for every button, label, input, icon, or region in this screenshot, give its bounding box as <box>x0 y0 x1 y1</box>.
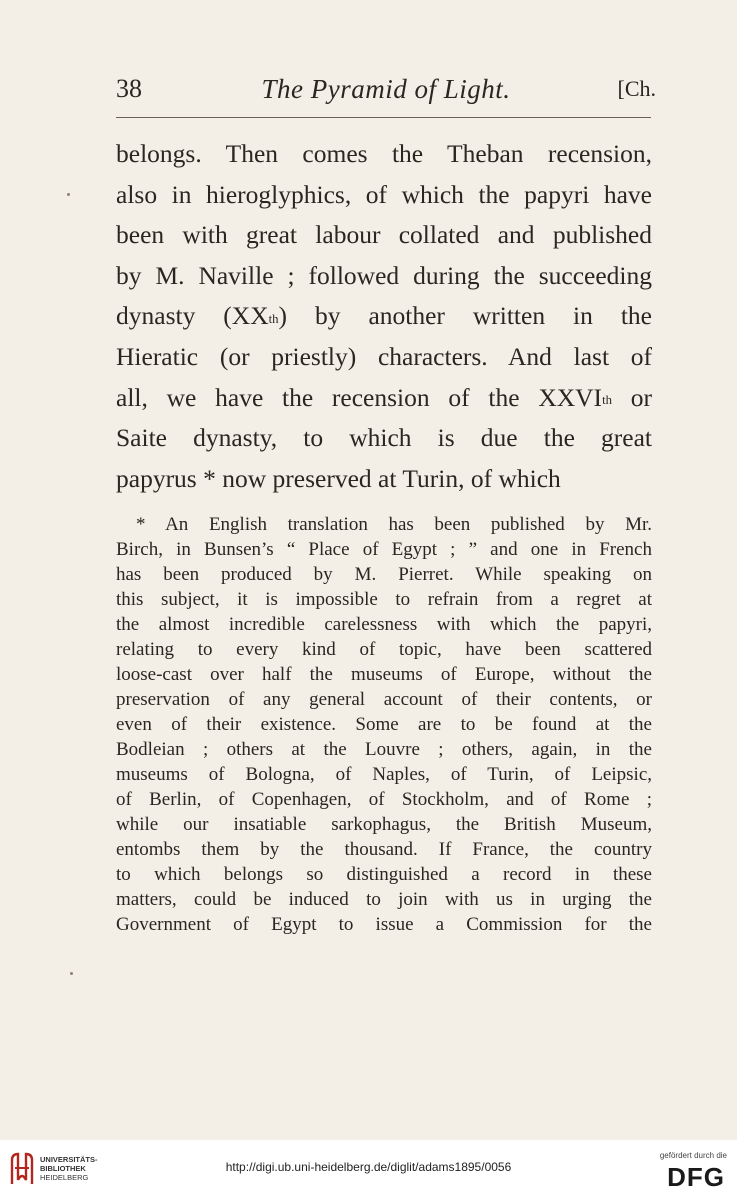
footnote-line: entombs them by the thousand. If France, the country <box>116 839 652 860</box>
footnote-line: this subject, it is impossible to refrain from a regret at <box>116 589 652 610</box>
library-name-line: BIBLIOTHEK <box>40 1164 86 1173</box>
footnote-line: even of their existence. Some are to be found at the <box>116 714 652 735</box>
body-line: also in hieroglyphics, of which the papyri have <box>116 179 652 209</box>
footnote-line: has been produced by M. Pierret. While speaking on <box>116 564 652 585</box>
footnote-line: Bodleian ; others at the Louvre ; others, again, in the <box>116 739 652 760</box>
ordinal-superscript: th <box>268 311 279 326</box>
body-line: papyrus * now preserved at Turin, of which <box>116 463 561 493</box>
footnote-line: of Berlin, of Copenhagen, of Stockholm, and of Rome ; <box>116 789 652 810</box>
footnote-line: to which belongs so distinguished a record in these <box>116 864 652 885</box>
header-rule <box>116 117 651 118</box>
body-line <box>116 296 652 337</box>
library-name-line: UNIVERSITÄTS- <box>40 1155 98 1164</box>
footnote-line: * An English translation has been published by Mr. <box>136 514 652 535</box>
body-line: by M. Naville ; followed during the succeeding <box>116 260 652 290</box>
library-name-line: HEIDELBERG <box>40 1173 89 1182</box>
running-title: The Pyramid of Light. <box>261 74 511 104</box>
dfg-logo: DFG <box>667 1162 725 1192</box>
footnote-line: Birch, in Bunsen’s “ Place of Egypt ; ” and one in French <box>116 539 652 560</box>
margin-speck <box>67 193 70 196</box>
footnote-line: museums of Bologna, of Naples, of Turin, of Leipsic, <box>116 764 652 785</box>
ordinal-superscript: th <box>602 393 612 408</box>
body-line-part: all, we have the recension of the XXVI <box>116 382 603 412</box>
footnote <box>116 512 652 937</box>
footnote-line: loose-cast over half the museums of Europe, without the <box>116 664 652 685</box>
footnote-line: while our insatiable sarkophagus, the British Museum, <box>116 814 652 835</box>
body-line-part: dynasty (XX <box>116 301 269 331</box>
footnote-line: preservation of any general account of their contents, or <box>116 689 652 710</box>
body-line: Saite dynasty, to which is due the great <box>116 423 652 453</box>
funded-by-label: gefördert durch die <box>659 1151 727 1160</box>
body-line: belongs. Then comes the Theban recension, <box>116 139 652 168</box>
body-line-part: or <box>611 382 652 412</box>
body-line <box>116 378 652 419</box>
chapter-mark: [Ch. <box>617 76 656 101</box>
body-line: been with great labour collated and published <box>116 220 652 250</box>
footnote-line: Government of Egypt to issue a Commission for the <box>116 914 652 935</box>
source-url-link[interactable]: http://digi.ub.uni-heidelberg.de/diglit/adams1895/0056 <box>225 1160 512 1174</box>
footnote-line: matters, could be induced to join with us in urging the <box>116 889 652 910</box>
margin-speck <box>70 972 73 975</box>
body-line: Hieratic (or priestly) characters. And last of <box>116 341 652 371</box>
page-number: 38 <box>116 74 142 103</box>
page-header <box>116 74 656 110</box>
body-line-part: ) by another written in the <box>278 301 652 331</box>
body-text <box>116 134 652 499</box>
footnote-line: relating to every kind of topic, have been scattered <box>116 639 652 660</box>
footnote-line: the almost incredible carelessness with which the papyri, <box>116 614 652 635</box>
